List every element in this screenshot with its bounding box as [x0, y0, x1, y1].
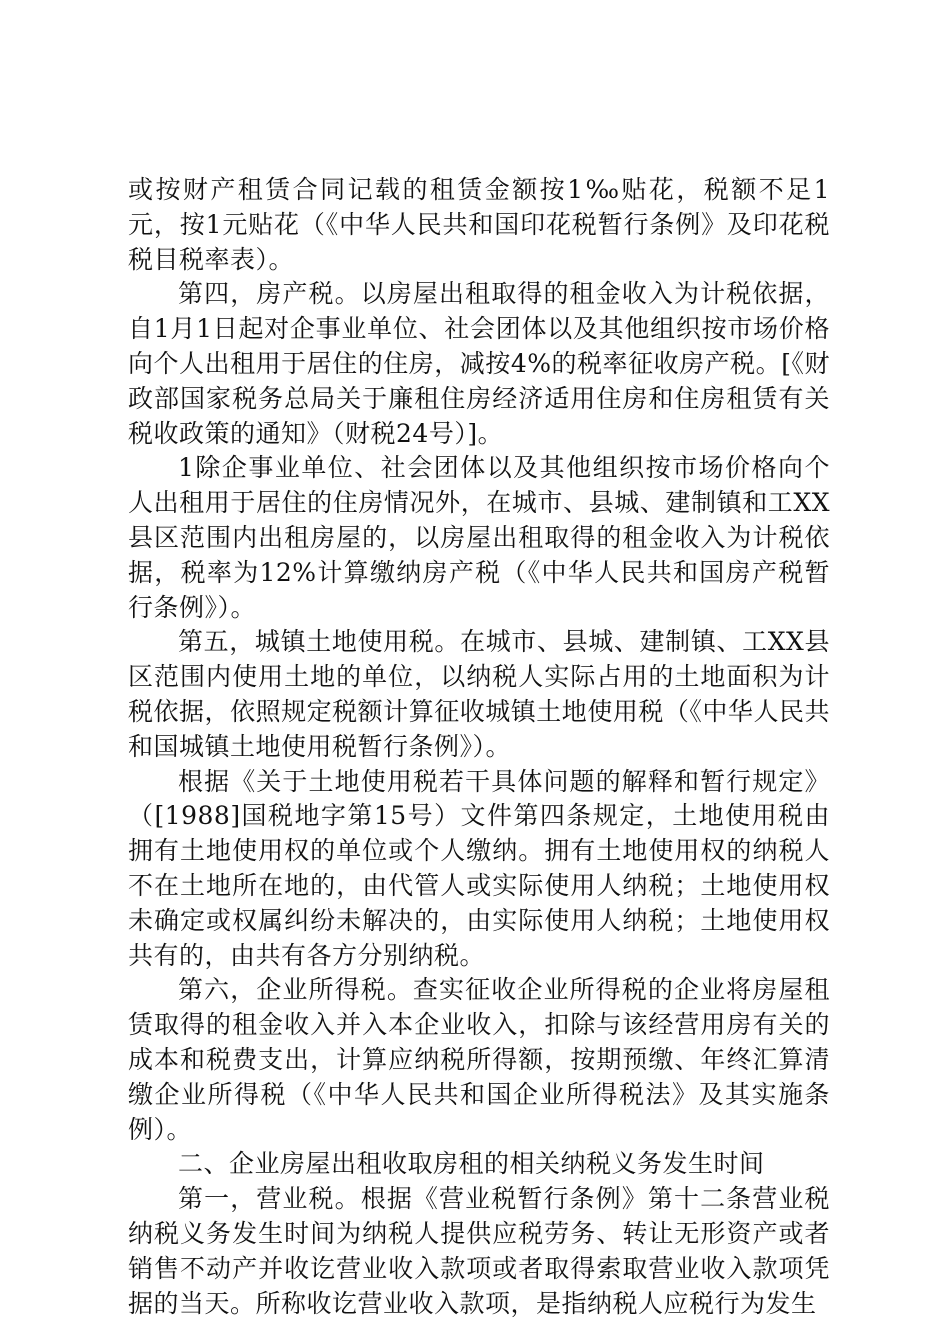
document-page — [128, 173, 830, 1321]
paragraph-business-tax: 第一，营业税。根据《营业税暂行条例》第十二条营业税纳税义务发生时间为纳税人提供应税劳务、转让无形资产或者销售不动产并收讫营业收入款项或者取得索取营业收入款项凭据的当天。所称收讫营业收入款项，是指纳税人应税行为发生 — [128, 1184, 830, 1318]
paragraph-property-tax: 第四，房产税。以房屋出租取得的租金收入为计税依据，自1月1日起对企事业单位、社会团体以及其他组织按市场价格向个人出租用于居住的住房，减按4%的税率征收房产税。[《财政部国家税务总局关于廉租住房经济适用住房和住房租赁有关税收政策的通知》（财税24号）]。 — [128, 279, 830, 448]
section-heading-tax-obligation-time: 二、企业房屋出租收取房租的相关纳税义务发生时间 — [178, 1149, 765, 1179]
paragraph-land-use-tax-rules: 根据《关于土地使用税若干具体问题的解释和暂行规定》（[1988]国税地字第15号）文件第四条规定，土地使用税由拥有土地使用权的单位或个人缴纳。拥有土地使用权的纳税人不在土地所在地的，由代管人或实际使用人纳税；土地使用权未确定或权属纠纷未解决的，由实际使用人纳税；土地使用权共有的，由共有各方分别纳税。 — [128, 766, 830, 970]
paragraph-land-use-tax: 第五，城镇土地使用税。在城市、县城、建制镇、工XX县区范围内使用土地的单位，以纳税人实际占用的土地面积为计税依据，依照规定税额计算征收城镇土地使用税（《中华人民共和国城镇土地使用税暂行条例》）。 — [128, 627, 830, 761]
paragraph-corporate-income-tax: 第六，企业所得税。查实征收企业所得税的企业将房屋租赁取得的租金收入并入本企业收入，扣除与该经营用房有关的成本和税费支出，计算应纳税所得额，按期预缴、年终汇算清缴企业所得税（《中华人民共和国企业所得税法》及其实施条例）。 — [128, 975, 830, 1144]
paragraph-property-tax-general: 1除企事业单位、社会团体以及其他组织按市场价格向个人出租用于居住的住房情况外，在城市、县城、建制镇和工XX县区范围内出租房屋的，以房屋出租取得的租金收入为计税依据，税率为12%计算缴纳房产税（《中华人民共和国房产税暂行条例》）。 — [128, 453, 830, 622]
paragraph-stamp-duty-continued: 或按财产租赁合同记载的租赁金额按1‰贴花，税额不足1元，按1元贴花（《中华人民共和国印花税暂行条例》及印花税税目税率表）。 — [128, 175, 830, 274]
